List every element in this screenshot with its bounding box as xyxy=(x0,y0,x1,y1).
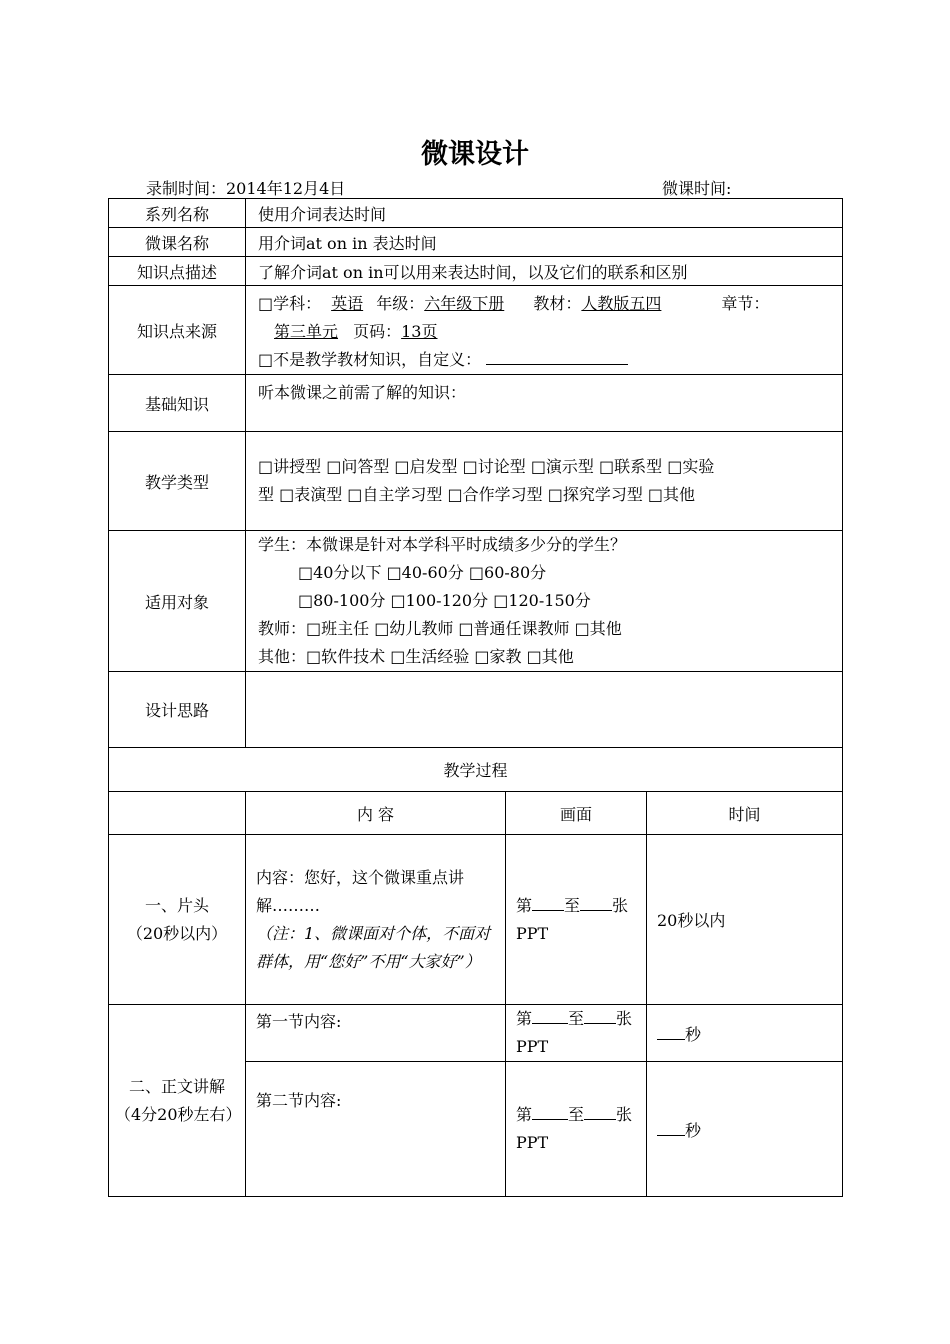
textbook-value: 人教版五四 xyxy=(581,294,662,313)
basics-value xyxy=(246,375,843,432)
design-label: 设计思路 xyxy=(109,672,246,748)
column-content: 内 容 xyxy=(246,792,506,835)
knowledge-source-label: 知识点来源 xyxy=(109,286,246,375)
design-table xyxy=(108,198,843,1197)
opening-content-text: 内容：您好，这个微课重点讲解……… xyxy=(256,867,465,915)
process-heading: 教学过程 xyxy=(109,748,843,792)
body-section2-screen-mid: 至 xyxy=(568,1105,585,1124)
document-title: 微课设计 xyxy=(421,139,529,170)
teaching-type-value xyxy=(246,432,843,531)
row-process-columns xyxy=(109,792,843,835)
subject-value: 英语 xyxy=(331,294,364,313)
opening-label-2: （20秒以内） xyxy=(126,923,228,943)
body-section1-screen-blank-to xyxy=(584,1005,616,1024)
series-label: 系列名称 xyxy=(109,199,246,228)
audience-teachers: 教师：□班主任 □幼儿教师 □普通任课教师 □其他 xyxy=(258,619,622,638)
body-section2-screen-prefix: 第 xyxy=(516,1105,533,1124)
body-label xyxy=(109,1005,246,1197)
textbook-label: 教材： xyxy=(533,294,582,313)
row-course xyxy=(109,228,843,257)
knowledge-desc-label: 知识点描述 xyxy=(109,257,246,286)
audience-scores1: □40分以下 □40-60分 □60-80分 xyxy=(298,563,547,582)
body-section2: 第二节内容: xyxy=(246,1062,506,1197)
body-section1-time-blank xyxy=(657,1021,685,1040)
opening-content xyxy=(246,835,506,1005)
body-section1-screen-suffix: 张 xyxy=(616,1009,633,1028)
chapter-label: 章节： xyxy=(721,294,770,313)
audience-label: 适用对象 xyxy=(109,531,246,672)
course-label: 微课名称 xyxy=(109,228,246,257)
body-section1-screen-ppt: PPT xyxy=(516,1037,549,1056)
body-section1-screen-blank-from xyxy=(532,1005,568,1024)
design-value xyxy=(246,672,843,748)
audience-scores2: □80-100分 □100-120分 □120-150分 xyxy=(298,591,591,610)
knowledge-desc-value: 了解介词at on in可以用来表达时间，以及它们的联系和区别 xyxy=(246,257,843,286)
body-section2-screen-blank-to xyxy=(584,1101,616,1120)
row-body-section1 xyxy=(109,1005,843,1062)
opening-screen-blank-to xyxy=(580,892,612,911)
chapter-value: 第三单元 xyxy=(274,322,339,341)
body-section2-time-suffix: 秒 xyxy=(685,1121,702,1140)
audience-others: 其他：□软件技术 □生活经验 □家教 □其他 xyxy=(258,647,574,666)
opening-label-1: 一、片头 xyxy=(144,895,209,915)
body-label-1: 二、正文讲解 xyxy=(128,1076,225,1096)
row-knowledge-desc xyxy=(109,257,843,286)
row-process-heading xyxy=(109,748,843,792)
body-section2-screen-blank-from xyxy=(532,1101,568,1120)
opening-screen-suffix: 张 xyxy=(612,895,629,915)
body-section2-time xyxy=(647,1062,843,1197)
page-label: 页码： xyxy=(353,322,402,341)
opening-label xyxy=(109,835,246,1005)
opening-screen-mid: 至 xyxy=(564,895,581,915)
row-series xyxy=(109,199,843,228)
grade-value: 六年级下册 xyxy=(424,294,505,313)
opening-time: 20秒以内 xyxy=(647,835,843,1005)
column-time: 时间 xyxy=(647,792,843,835)
teaching-type-line2: 型 □表演型 □自主学习型 □合作学习型 □探究学习型 □其他 xyxy=(258,485,696,504)
knowledge-source-value xyxy=(246,286,843,375)
page-value: 13页 xyxy=(401,322,438,341)
row-basics xyxy=(109,375,843,432)
teaching-type-line1: □讲授型 □问答型 □启发型 □讨论型 □演示型 □联系型 □实验 xyxy=(258,457,715,476)
audience-value xyxy=(246,531,843,672)
subject-label: □学科： xyxy=(258,294,322,313)
body-label-2: （4分20秒左右） xyxy=(115,1104,242,1124)
body-section2-screen xyxy=(506,1062,647,1197)
row-knowledge-source xyxy=(109,286,843,375)
body-section1-screen xyxy=(506,1005,647,1062)
process-empty-header xyxy=(109,792,246,835)
body-section2-screen-suffix: 张 xyxy=(616,1105,633,1124)
opening-screen-prefix: 第 xyxy=(516,895,533,915)
column-screen: 画面 xyxy=(506,792,647,835)
body-section1-time xyxy=(647,1005,843,1062)
grade-label: 年级： xyxy=(376,294,425,313)
course-value: 用介词at on in 表达时间 xyxy=(246,228,843,257)
row-design xyxy=(109,672,843,748)
teaching-type-label: 教学类型 xyxy=(109,432,246,531)
record-time: 录制时间：2014年12月4日 xyxy=(146,179,346,198)
basics-text: 听本微课之前需了解的知识： xyxy=(258,383,467,402)
basics-label: 基础知识 xyxy=(109,375,246,432)
micro-time: 微课时间: xyxy=(662,179,732,198)
not-textbook-label: □不是教学教材知识，自定义： xyxy=(258,350,482,369)
opening-note: （注：1、微课面对个体，不面对群体，用“您好”不用“大家好”） xyxy=(256,923,491,971)
opening-screen-ppt: PPT xyxy=(516,923,549,943)
row-teaching-type xyxy=(109,432,843,531)
row-opening xyxy=(109,835,843,1005)
audience-students: 学生：本微课是针对本学科平时成绩多少分的学生？ xyxy=(258,535,627,554)
body-section1-screen-prefix: 第 xyxy=(516,1009,533,1028)
body-section1-screen-mid: 至 xyxy=(568,1009,585,1028)
body-section2-time-blank xyxy=(657,1117,685,1136)
body-section1: 第一节内容: xyxy=(246,1005,506,1062)
opening-screen-blank-from xyxy=(532,892,564,911)
body-section1-time-suffix: 秒 xyxy=(685,1025,702,1044)
custom-definition-blank xyxy=(486,346,628,365)
series-value: 使用介词表达时间 xyxy=(246,199,843,228)
body-section2-screen-ppt: PPT xyxy=(516,1133,549,1152)
row-audience xyxy=(109,531,843,672)
opening-screen xyxy=(506,835,647,1005)
